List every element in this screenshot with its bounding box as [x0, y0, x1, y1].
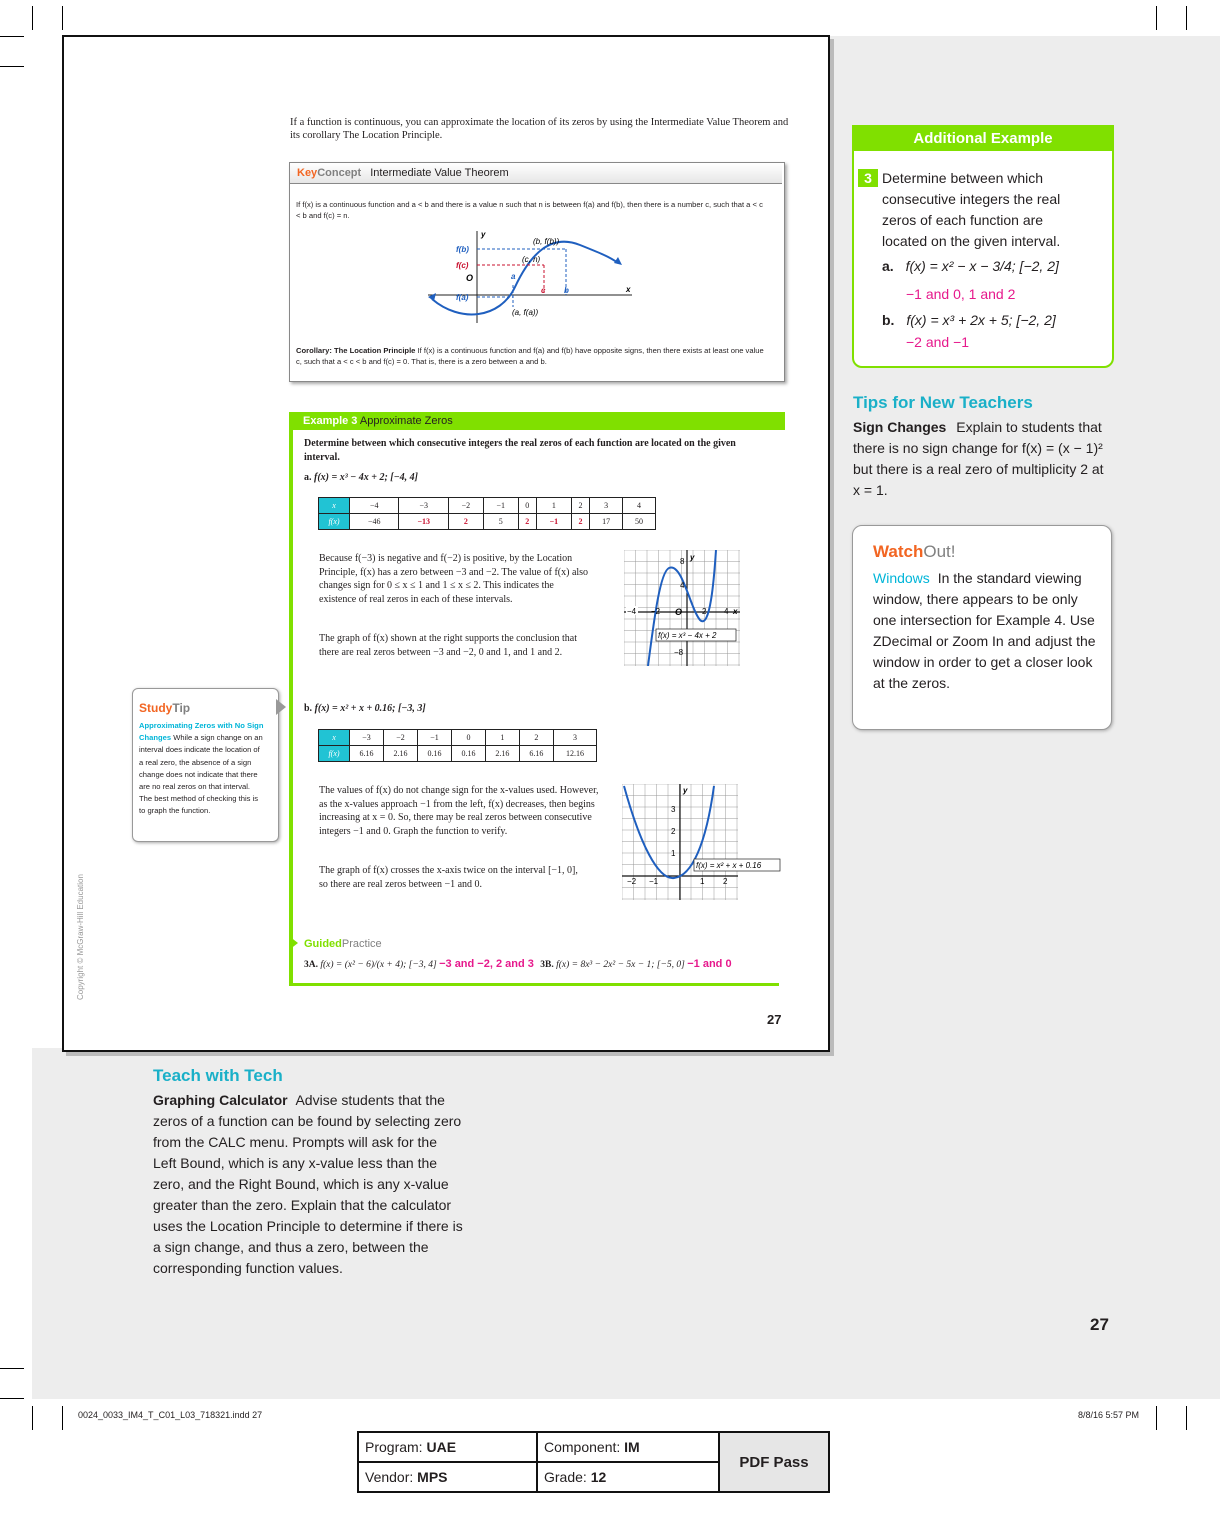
- teach-tech-text: Advise students that the zeros of a function can be found by selecting zero from the CALC menu. Prompts will ask for the Left Bound, which is any x-value less than the zero, and the Right Bound, which is any x-value greater than the zero. Explain that the calculator uses the Location Principle to determine if there is a sign change, and thus a zero, between the corresponding function values.: [153, 1092, 463, 1276]
- guided-label: Guided: [304, 938, 342, 950]
- table-cell: 2: [518, 514, 536, 530]
- fb-label: f(b): [456, 245, 469, 254]
- table-cell: 2.16: [383, 746, 417, 762]
- part-b-row: [882, 310, 1107, 331]
- corollary-text: If f(x) is a continuous function and f(a) and f(b) have opposite signs, then there exists at least one value c, such that a < c < b and f(c) = 0. That is, there is a zero between a and b.: [296, 346, 764, 366]
- key-concept-box: [289, 162, 785, 382]
- table-cell: 2: [449, 514, 484, 530]
- point-b-label: (b, f(b)): [533, 237, 560, 246]
- a-function: f(x) = x² − x − 3/4; [−2, 2]: [905, 258, 1059, 274]
- key-label: Key: [297, 167, 318, 179]
- tick-label: 8: [680, 557, 685, 566]
- outer-page-number: 27: [1090, 1315, 1109, 1334]
- tick-label: −2: [651, 607, 661, 616]
- b-letter: b.: [882, 312, 895, 328]
- grade-label: Grade:: [544, 1469, 587, 1485]
- q3b-number: 3B.: [540, 960, 554, 970]
- study-tip-title: [139, 701, 190, 715]
- table-cell: 1: [485, 730, 519, 746]
- table-cell: 12.16: [553, 746, 596, 762]
- crop-mark: [32, 1406, 33, 1430]
- corollary: [296, 345, 766, 367]
- b-function: f(x) = x³ + 2x + 5; [−2, 2]: [906, 312, 1056, 328]
- crop-mark: [1156, 6, 1157, 30]
- origin-label: O: [675, 607, 683, 617]
- slug-file: 0024_0033_IM4_T_C01_L03_718321.indd 27: [78, 1410, 263, 1420]
- crop-mark: [32, 6, 33, 30]
- additional-example-header: Additional Example: [854, 127, 1112, 151]
- part-b-para2: The graph of f(x) crosses the x-axis twice on the interval [−1, 0], so there are real zeros between −1 and 0.: [319, 865, 578, 890]
- table-cell: 1: [536, 498, 571, 514]
- crop-mark: [0, 66, 24, 67]
- out-label: Out!: [923, 542, 956, 561]
- grade-value: 12: [590, 1469, 607, 1485]
- fc-label: f(c): [456, 261, 469, 270]
- part-b-graph: [622, 784, 782, 900]
- tips-title: Tips for New Teachers: [853, 393, 1033, 412]
- example-header: [289, 412, 785, 430]
- tick-label: −2: [627, 877, 637, 886]
- part-b-function: [304, 703, 426, 714]
- guided-practice-heading: [304, 938, 382, 950]
- q3a-number: 3A.: [304, 960, 318, 970]
- vendor-value: MPS: [417, 1469, 448, 1485]
- table-cell: 5: [483, 514, 518, 530]
- example-title: Approximate Zeros: [359, 415, 453, 427]
- crop-mark: [0, 1398, 24, 1399]
- watch-out-box: [852, 525, 1112, 730]
- watch-label: Watch: [873, 542, 924, 561]
- table-row: [319, 746, 597, 762]
- part-a-letter: a.: [304, 472, 312, 483]
- part-b-letter: b.: [304, 703, 313, 714]
- table-cell: 2: [571, 514, 589, 530]
- q3b-question: f(x) = 8x³ − 2x² − 5x − 1; [−5, 0]: [556, 960, 685, 970]
- a-answer: −1 and 0, 1 and 2: [906, 286, 1016, 302]
- part-a-func: f(x) = x³ − 4x + 2; [−4, 4]: [314, 472, 418, 483]
- graph-function-label: f(x) = x² + x + 0.16: [696, 861, 762, 870]
- additional-example-box: [852, 125, 1114, 368]
- a-letter: a.: [882, 258, 894, 274]
- tip-label: Tip: [172, 701, 191, 715]
- crop-mark: [0, 36, 24, 37]
- table-cell: 0: [451, 730, 485, 746]
- point-a-label: (a, f(a)): [512, 308, 539, 317]
- component-value: IM: [624, 1439, 640, 1455]
- tick-label: −1: [649, 877, 659, 886]
- part-b-table: [318, 729, 597, 762]
- table-header-fx: f(x): [319, 746, 350, 762]
- table-cell: 0.16: [451, 746, 485, 762]
- tick-label: 1: [700, 877, 705, 886]
- study-tip-pointer: [276, 699, 286, 715]
- study-tip-body: [139, 720, 264, 818]
- y-axis-label: y: [683, 786, 688, 795]
- example-number-badge: 3: [858, 169, 878, 187]
- fa-label: f(a): [456, 293, 469, 302]
- key-concept-title: Intermediate Value Theorem: [370, 167, 509, 179]
- example-bottom-rule: [289, 983, 779, 986]
- component-label: Component:: [544, 1439, 621, 1455]
- ivt-graph: [420, 227, 640, 327]
- part-a-table: [318, 497, 656, 530]
- production-footer: [357, 1431, 830, 1493]
- y-label: y: [481, 230, 486, 239]
- watch-out-text: In the standard viewing window, there appears to be only one intersection for Example 4. Use ZDecimal or Zoom In and adjust the window in order to get a closer look at the zeros.: [873, 570, 1096, 691]
- table-header-fx: f(x): [319, 514, 350, 530]
- b-answer: −2 and −1: [906, 334, 970, 350]
- part-b-para1: The values of f(x) do not change sign for the x-values used. However, as the x-values approach −1 from the left, f(x) decreases, then begins increasing at x = 0. So, there may be real zeros between consecutive integers −1 and 0. Graph the function to verify.: [319, 785, 599, 837]
- guided-practice-row: [304, 958, 732, 970]
- x-axis-label: x: [733, 607, 738, 616]
- tick-label: 1: [671, 849, 676, 858]
- table-cell: 0: [518, 498, 536, 514]
- x-label: x: [626, 285, 631, 294]
- table-cell: −13: [399, 514, 449, 530]
- table-cell: −4: [350, 498, 399, 514]
- tick-label: −8: [674, 648, 684, 657]
- teach-tech-title: Teach with Tech: [153, 1066, 283, 1085]
- crop-mark: [1156, 1406, 1157, 1430]
- table-row: [319, 730, 597, 746]
- graph-function-label: f(x) = x³ − 4x + 2: [658, 631, 717, 640]
- part-a-function: [304, 472, 418, 483]
- table-row: [319, 498, 656, 514]
- tick-label: 4: [680, 581, 685, 590]
- c-label: c: [541, 286, 546, 295]
- example-label: Example 3: [303, 415, 358, 427]
- table-cell: 4: [623, 498, 656, 514]
- concept-label: Concept: [317, 167, 362, 179]
- intro-paragraph: If a function is continuous, you can approximate the location of its zeros by using the Intermediate Value Theorem and its corollary The Location Principle.: [290, 117, 789, 141]
- example-instruction: Determine between which consecutive integers the real zeros of each function are located on the given interval.: [304, 438, 736, 463]
- page-number: 27: [767, 1012, 782, 1027]
- table-cell: −1: [483, 498, 518, 514]
- watch-out-body: [873, 568, 1101, 694]
- teach-tech-body: [153, 1090, 463, 1279]
- study-tip-heading: Approximating Zeros with No Sign Changes: [139, 721, 264, 743]
- pdf-pass-cell: PDF Pass: [719, 1432, 829, 1492]
- crop-mark: [0, 1368, 24, 1369]
- copyright: Copyright © McGraw-Hill Education: [76, 874, 85, 1000]
- part-a-row: [882, 256, 1107, 277]
- page-gutter: [32, 36, 65, 1048]
- origin-label: O: [466, 273, 474, 283]
- crop-mark: [62, 6, 63, 30]
- b-label: b: [564, 286, 569, 295]
- q3a-question: f(x) = (x² − 6)/(x + 4); [−3, 4]: [320, 960, 437, 970]
- a-label: a: [511, 272, 516, 281]
- tick-label: 4: [724, 607, 729, 616]
- tick-label: 3: [671, 805, 676, 814]
- table-cell: 3: [553, 730, 596, 746]
- table-cell: 0.16: [417, 746, 451, 762]
- grade-cell: [537, 1462, 719, 1492]
- point-c-label: (c, n): [522, 255, 541, 264]
- component-cell: [537, 1432, 719, 1462]
- guided-arrow-icon: [289, 936, 298, 950]
- table-row: [358, 1432, 829, 1462]
- table-cell: 6.16: [519, 746, 553, 762]
- table-cell: 2.16: [485, 746, 519, 762]
- tips-body: [853, 417, 1108, 501]
- table-cell: 2: [571, 498, 589, 514]
- crop-mark: [1186, 6, 1187, 30]
- table-header-x: x: [319, 498, 350, 514]
- table-header-x: x: [319, 730, 350, 746]
- table-cell: −2: [449, 498, 484, 514]
- key-concept-header: [290, 163, 782, 184]
- program-cell: [358, 1432, 537, 1462]
- study-tip-text: While a sign change on an interval does indicate the location of a real zero, the absence of a sign change does not indicate that there are no real zeros on that interval. The best method of checking this is to graph the function.: [139, 733, 263, 816]
- table-cell: −1: [536, 514, 571, 530]
- program-value: UAE: [426, 1439, 457, 1455]
- study-tip-box: [132, 688, 279, 842]
- watch-out-subtitle: Windows: [873, 570, 930, 586]
- watch-out-title: [873, 542, 956, 562]
- tick-label: −4: [627, 607, 637, 616]
- y-axis-label: y: [690, 553, 695, 562]
- table-cell: 2: [519, 730, 553, 746]
- additional-example-prompt: Determine between which consecutive integers the real zeros of each function are located on the given interval.: [882, 170, 1061, 249]
- vendor-cell: [358, 1462, 537, 1492]
- table-row: [319, 514, 656, 530]
- q3a-answer: −3 and −2, 2 and 3: [439, 958, 534, 970]
- q3b-answer: −1 and 0: [687, 958, 732, 970]
- table-cell: −1: [417, 730, 451, 746]
- table-cell: 17: [590, 514, 623, 530]
- crop-mark: [62, 1406, 63, 1430]
- table-cell: −2: [383, 730, 417, 746]
- part-a-graph: [624, 550, 740, 666]
- table-cell: −3: [399, 498, 449, 514]
- tips-text: Explain to students that there is no sign change for f(x) = (x − 1)² but there is a real zero of multiplicity 2 at x = 1.: [853, 419, 1104, 498]
- vendor-label: Vendor:: [365, 1469, 414, 1485]
- crop-mark: [1186, 1406, 1187, 1430]
- corollary-title: Corollary: The Location Principle: [296, 346, 416, 355]
- study-label: Study: [139, 701, 173, 715]
- table-cell: 3: [590, 498, 623, 514]
- table-cell: 6.16: [350, 746, 384, 762]
- tick-label: 2: [702, 607, 707, 616]
- table-cell: 50: [623, 514, 656, 530]
- slug-date: 8/8/16 5:57 PM: [1078, 1410, 1140, 1420]
- theorem-statement: If f(x) is a continuous function and a < b and there is a value n such that n is between f(a) and f(b), then there is a number c, such that a < c < b and f(c) = n.: [296, 200, 763, 220]
- part-a-para1: Because f(−3) is negative and f(−2) is positive, by the Location Principle, f(x) has a zero between −3 and −2. The value of f(x) also changes sign for 0 ≤ x ≤ 1 and 1 ≤ x ≤ 2. This indicates the existence of real zeros in each of these intervals.: [319, 553, 589, 605]
- tick-label: 2: [671, 827, 676, 836]
- program-label: Program:: [365, 1439, 423, 1455]
- example-rule: [289, 430, 293, 985]
- tips-subtitle: Sign Changes: [853, 419, 947, 435]
- teach-tech-subtitle: Graphing Calculator: [153, 1092, 288, 1108]
- table-cell: −3: [350, 730, 384, 746]
- table-cell: −46: [350, 514, 399, 530]
- tick-label: 2: [723, 877, 728, 886]
- part-b-func: f(x) = x² + x + 0.16; [−3, 3]: [314, 703, 426, 714]
- part-a-para2: The graph of f(x) shown at the right supports the conclusion that there are real zeros between −3 and −2, 0 and 1, and 1 and 2.: [319, 633, 577, 658]
- practice-label: Practice: [341, 938, 382, 950]
